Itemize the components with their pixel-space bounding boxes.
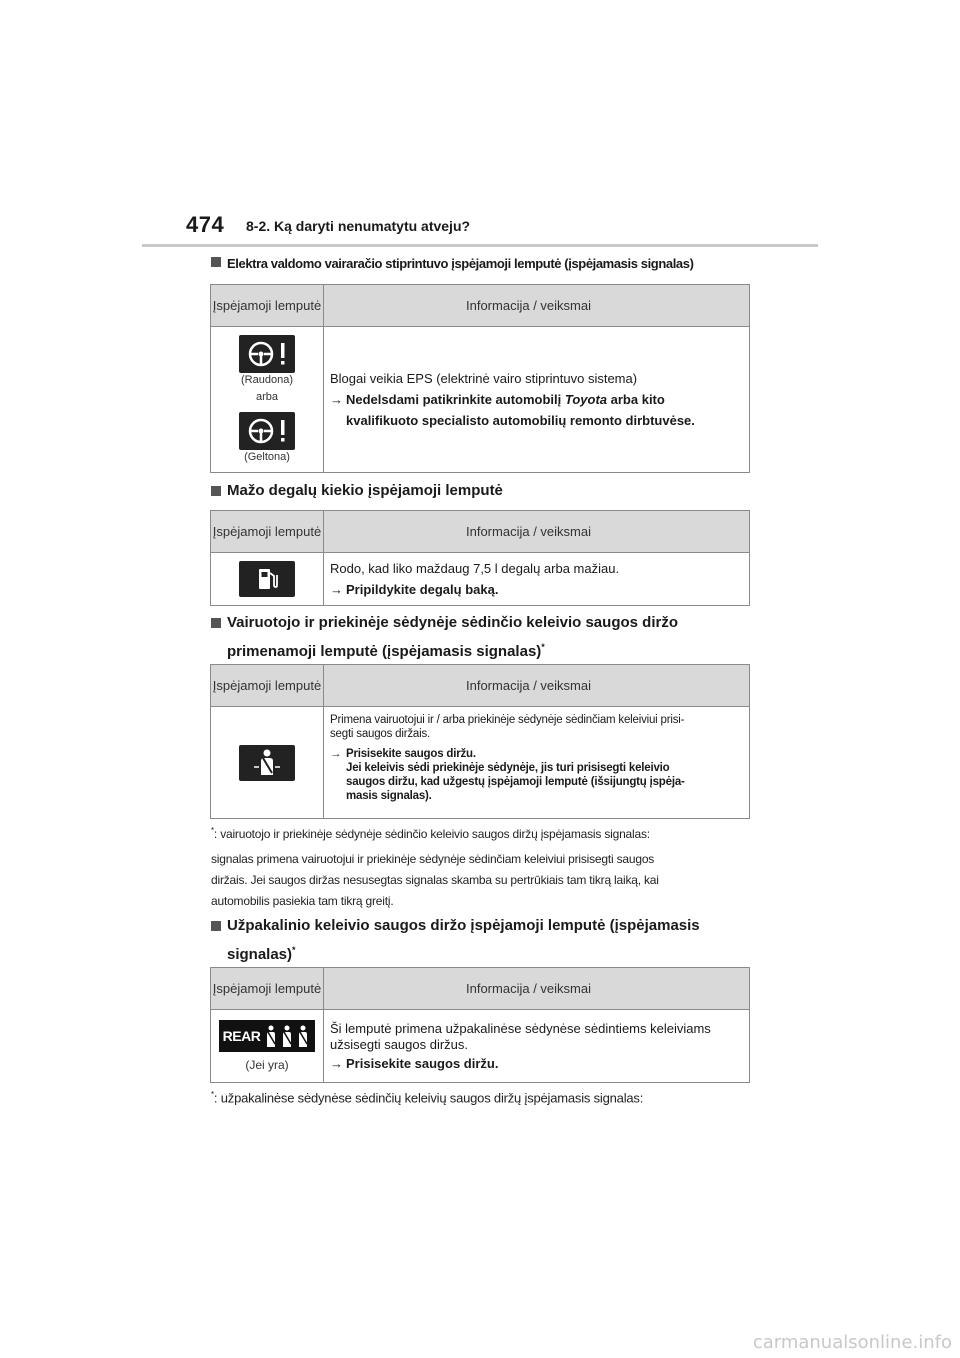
footnote-front: *: vairuotojo ir priekinėje sėdynėje sėdinčio keleivio saugos diržų įspėjamasis signalas: [211,826,650,841]
bullet-square-icon [211,921,221,931]
column-header-info: Informacija / veiksmai [324,665,750,707]
rear-seatbelt-info-cell: Ši lemputė primena užpakalinėse sėdynėse sėdintiems keleiviams užsisegti saugos diržus. → Prisisekite saugos diržu. [324,1010,750,1083]
bullet-square-icon [211,618,221,628]
caption-or: arba [255,391,279,403]
arrow-icon: → [330,582,343,597]
rear-seatbelt-icon [219,1020,316,1052]
footnote-rear: *: užpakalinėse sėdynėse sėdinčių keleivių saugos diržų įspėjamasis signalas: [211,1090,644,1106]
eps-info-cell: Blogai veikia EPS (elektrinė vairo stiprintuvo sistema) → Nedelsdami patikrinkite automobilį Toyota arba kito kvalifikuoto specialisto automobilių remonto dirbtuvėse. [324,327,750,473]
column-header-lamp: Įspėjamoji lemputė [211,511,324,553]
bullet-square-icon [211,257,221,267]
caption-red: (Raudona) [241,374,293,386]
arrow-icon: → [330,1055,343,1071]
column-header-info: Informacija / veiksmai [324,968,750,1010]
front-seatbelt-warning-table [210,664,750,819]
column-header-lamp: Įspėjamoji lemputė [211,968,324,1010]
section-front-seatbelt-title: Vairuotojo ir priekinėje sėdynėje sėdinčio keleivio saugos diržo primenamoji lemputė (įspėjamasis signalas)* [211,610,741,664]
arrow-icon: → [330,392,343,407]
column-header-lamp: Įspėjamoji lemputė [211,665,324,707]
fuel-pump-icon [239,561,295,597]
section-fuel-title: Mažo degalų kiekio įspėjamoji lemputė [211,478,741,503]
rear-badge-label: REAR [222,1028,261,1044]
chapter-title: 8-2. Ką daryti nenumatytu atveju? [246,218,471,234]
column-header-lamp: Įspėjamoji lemputė [211,285,324,327]
section-rear-seatbelt-title: Užpakalinio keleivio saugos diržo įspėjamoji lemputė (įspėjamasis signalas)* [211,913,741,967]
rear-seatbelt-lamp-cell [211,1010,324,1083]
fuel-info-cell: Rodo, kad liko maždaug 7,5 l degalų arba mažiau. → Pripildykite degalų baką. [324,553,750,606]
fuel-lamp-cell [211,553,324,606]
fuel-warning-table [210,510,750,606]
eps-warning-table [210,284,750,473]
bullet-square-icon [211,486,221,496]
eps-lamp-cell [211,327,324,473]
front-seatbelt-info-cell: Primena vairuotojui ir / arba priekinėje sėdynėje sėdinčiam keleiviui prisi- segti saugos diržais. → Prisisekite saugos diržu. Jei keleivis sėdi priekinėje sėdynėje, jis turi prisisegti keleivio saugos diržu, kad užgestų įspėjamoji lemputė (išsijungtų įspėja- masis signalas). [324,707,750,819]
seatbelt-lamp-cell [211,707,324,819]
section-eps-title: Elektra valdomo vairaračio stiprintuvo įspėjamoji lemputė (įspėjamasis signalas) [211,256,694,271]
steering-warning-icon [239,412,295,450]
caption-yellow: (Geltona) [244,451,290,463]
seatbelt-icon [239,745,295,781]
rear-seatbelt-warning-table [210,967,750,1083]
caption-if-equipped: (Jei yra) [245,1058,289,1072]
watermark-footer: carmanualsonline.info [752,1332,952,1353]
steering-warning-icon [239,335,295,373]
column-header-info: Informacija / veiksmai [324,511,750,553]
header-divider [142,244,818,247]
page-number: 474 [186,212,225,237]
column-header-info: Informacija / veiksmai [324,285,750,327]
arrow-icon: → [330,748,342,760]
front-signal-paragraph: signalas primena vairuotojui ir priekinėje sėdynėje sėdinčiam keleiviui prisisegti saugos diržais. Jei saugos diržas nesusegtas signalas skamba su pertrūkiais tam tikrą laiką, kai automobilis pasiekia tam tikrą greitį. [211,852,659,908]
